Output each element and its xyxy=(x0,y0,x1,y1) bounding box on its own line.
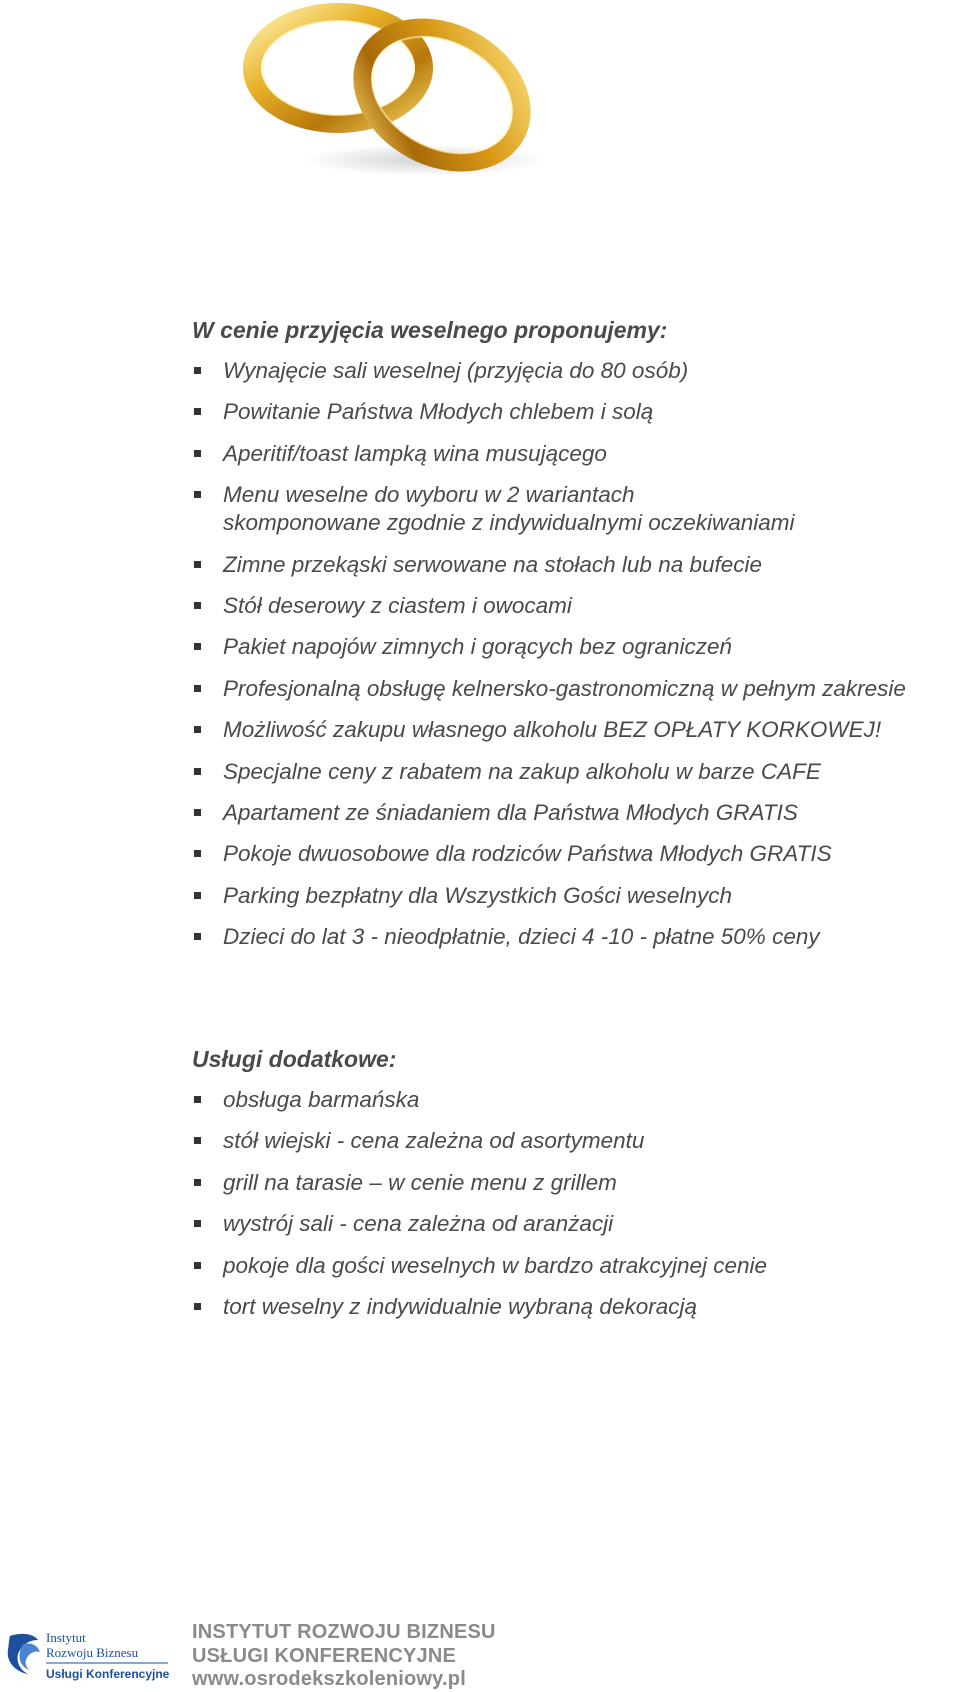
wedding-rings-icon xyxy=(240,0,560,185)
list-item: Parking bezpłatny dla Wszystkich Gości weselnych xyxy=(192,882,960,910)
square-bullet-icon xyxy=(194,768,201,775)
list-item: Wynajęcie sali weselnej (przyjęcia do 80 osób) xyxy=(192,357,960,385)
main-offer-heading: W cenie przyjęcia weselnego proponujemy: xyxy=(192,317,668,343)
list-item: Powitanie Państwa Młodych chlebem i solą xyxy=(192,398,960,426)
square-bullet-icon xyxy=(194,892,201,899)
square-bullet-icon xyxy=(194,643,201,650)
list-item: grill na tarasie – w cenie menu z grillem xyxy=(192,1169,960,1197)
square-bullet-icon xyxy=(194,850,201,857)
footer-website-link[interactable]: www.osrodekszkoleniowy.pl xyxy=(192,1668,466,1690)
square-bullet-icon xyxy=(194,685,201,692)
list-item: Specjalne ceny z rabatem na zakup alkoholu w barze CAFE xyxy=(192,758,960,786)
list-item: pokoje dla gości weselnych w bardzo atrakcyjnej cenie xyxy=(192,1252,960,1280)
square-bullet-icon xyxy=(194,809,201,816)
list-item: obsługa barmańska xyxy=(192,1086,960,1114)
square-bullet-icon xyxy=(194,367,201,374)
square-bullet-icon xyxy=(194,408,201,415)
square-bullet-icon xyxy=(194,933,201,940)
footer-org-name: INSTYTUT ROZWOJU BIZNESU xyxy=(192,1621,496,1643)
logo-line2: Rozwoju Biznesu xyxy=(46,1645,139,1660)
logo-line3: Usługi Konferencyjne xyxy=(46,1667,170,1681)
square-bullet-icon xyxy=(194,1137,201,1144)
footer-contact xyxy=(192,1621,496,1692)
main-offer-section xyxy=(192,316,960,964)
list-item: stół wiejski - cena zależna od asortymentu xyxy=(192,1127,960,1155)
main-offer-list xyxy=(192,357,960,951)
square-bullet-icon xyxy=(194,1262,201,1269)
list-item: Apartament ze śniadaniem dla Państwa Młodych GRATIS xyxy=(192,799,960,827)
footer-org-subtitle: USŁUGI KONFERENCYJNE xyxy=(192,1644,457,1667)
institute-logo-icon xyxy=(4,1628,174,1691)
additional-services-heading: Usługi dodatkowe: xyxy=(192,1046,397,1072)
square-bullet-icon xyxy=(194,1179,201,1186)
list-item: Pokoje dwuosobowe dla rodziców Państwa Młodych GRATIS xyxy=(192,840,960,868)
square-bullet-icon xyxy=(194,1303,201,1310)
square-bullet-icon xyxy=(194,602,201,609)
additional-services-list xyxy=(192,1086,960,1321)
square-bullet-icon xyxy=(194,1096,201,1103)
list-item: Aperitif/toast lampką wina musującego xyxy=(192,440,960,468)
logo-line1: Instytut xyxy=(46,1630,86,1645)
list-item: Pakiet napojów zimnych i gorących bez ograniczeń xyxy=(192,633,960,661)
square-bullet-icon xyxy=(194,450,201,457)
square-bullet-icon xyxy=(194,491,201,498)
list-item: Możliwość zakupu własnego alkoholu BEZ OPŁATY KORKOWEJ! xyxy=(192,716,960,744)
list-item: Zimne przekąski serwowane na stołach lub na bufecie xyxy=(192,551,960,579)
square-bullet-icon xyxy=(194,561,201,568)
square-bullet-icon xyxy=(194,726,201,733)
list-item: Dzieci do lat 3 - nieodpłatnie, dzieci 4 -10 - płatne 50% ceny xyxy=(192,923,960,951)
additional-services-section xyxy=(192,1045,960,1334)
list-item: wystrój sali - cena zależna od aranżacji xyxy=(192,1210,960,1238)
list-item: Stół deserowy z ciastem i owocami xyxy=(192,592,960,620)
list-item: Menu weselne do wyboru w 2 wariantach skomponowane zgodnie z indywidualnymi oczekiwaniami xyxy=(192,481,960,537)
list-item: tort weselny z indywidualnie wybraną dekoracją xyxy=(192,1293,960,1321)
list-item: Profesjonalną obsługę kelnersko-gastronomiczną w pełnym zakresie xyxy=(192,675,960,703)
square-bullet-icon xyxy=(194,1220,201,1227)
